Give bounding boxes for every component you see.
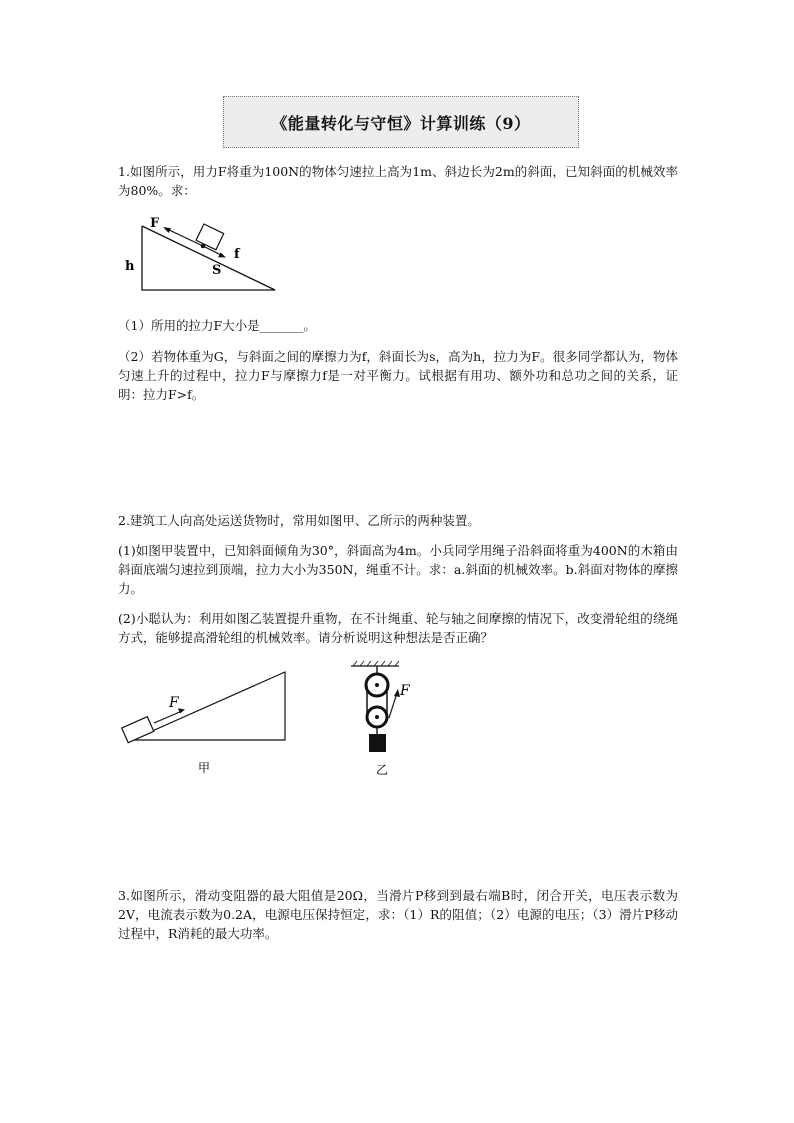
label-S: S	[212, 263, 222, 278]
block-shape	[196, 224, 224, 250]
incline-jia-triangle	[132, 672, 285, 740]
q1-part2: （2）若物体重为G，与斜面之间的摩擦力为f，斜面长为s，高为h，拉力为F。很多同学都认为，物体匀速上升的过程中，拉力F与摩擦力f是一对平衡力。试根据有用功、额外功和总功之间的关系，证明：拉力F>f。	[118, 349, 678, 402]
q2-stem: 2.建筑工人向高处运送货物时，常用如图甲、乙所示的两种装置。	[118, 513, 480, 528]
q2-figure-jia	[120, 664, 295, 779]
caption-yi: 乙	[376, 763, 389, 777]
caption-jia: 甲	[198, 761, 211, 775]
q3-stem: 3.如图所示，滑动变阻器的最大阻值是20Ω，当滑片P移到到最右端B时，闭合开关，电压表示数为2V，电流表示数为0.2A，电源电压保持恒定，求：（1）R的阻值；（2）电源的电压；（3）滑片P移动过程中，R消耗的最大功率。	[118, 888, 678, 941]
label-F: F	[150, 216, 160, 231]
q1-stem: 1.如图所示，用力F将重为100N的物体匀速拉上高为1m、斜边长为2m的斜面，已知斜面的机械效率为80%。求：	[118, 164, 678, 198]
force-jia-arrow	[154, 711, 182, 723]
label-h: h	[125, 259, 135, 274]
q2-part1: (1)如图甲装置中，已知斜面倾角为30°，斜面高为4m。小兵同学用绳子沿斜面将重为400N的木箱由斜面底端匀速拉到顶端，拉力大小为350N，绳重不计。求：a.斜面的机械效率。b.斜面对物体的摩擦力。	[118, 543, 678, 596]
weight-block	[369, 734, 386, 752]
label-f: f	[234, 247, 240, 262]
box-jia-shape	[122, 717, 154, 743]
page-title: 《能量转化与守恒》计算训练（9）	[223, 96, 579, 148]
label-jia-F: F	[169, 695, 179, 711]
q1-part1: （1）所用的拉力F大小是_______。	[118, 318, 316, 333]
q2-figure-yi	[345, 660, 425, 780]
ceiling-hatch	[353, 661, 399, 666]
q2-part2: (2)小聪认为：利用如图乙装置提升重物，在不计绳重、轮与轴之间摩擦的情况下，改变滑轮组的绕绳方式，能够提高滑轮组的机械效率。请分析说明这种想法是否正确？	[118, 611, 678, 645]
rope-pull-arrow	[389, 693, 397, 718]
q1-incline-figure	[115, 212, 285, 296]
label-yi-F: F	[400, 683, 410, 699]
